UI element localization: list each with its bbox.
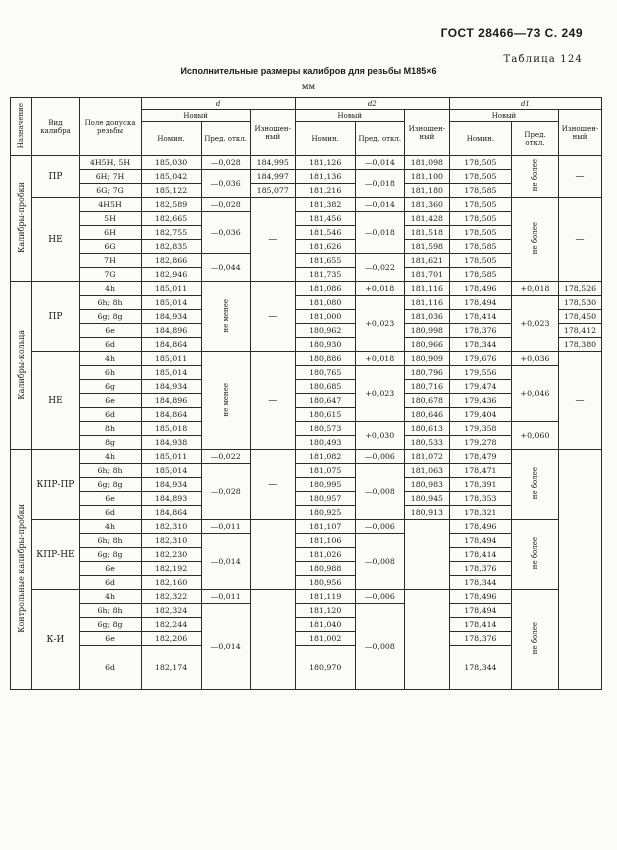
d2-new-header: Новый [295,110,404,122]
d2-pred-header: Пред. откл. [355,122,404,156]
group-control: Контрольные калибры-пробки [11,450,32,690]
table-row: 6h; 8h 182,310 —0,014 181,106 —0,008 178,494 [11,534,602,548]
type-ne: НЕ [32,198,79,282]
type-pr: ПР [32,156,79,198]
table-row: Калибры-кольца ПР 4h 185,011 не менее — 181,086 +0,018 181,116 178,496 +0,018 178,526 [11,282,602,296]
type-kpr-ne: КПР-НЕ [32,520,79,590]
d-header: d [141,98,295,110]
table-row: 6e 182,192 180,988 178,376 [11,562,602,576]
table-row: 6G; 7G 185,122 185,077 181,216 181,180 178,585 [11,184,602,198]
calibers-table [10,97,602,690]
table-row: 6g 184,934 180,685 180,716 179,474 [11,380,602,394]
table-title: Исполнительные размеры калибров для резьбы М185×6 [180,66,437,76]
table-row: 6e 182,206 181,002 178,376 [11,632,602,646]
type-ki: К-И [32,590,79,690]
d-worn-header: Изношен-ный [250,110,295,156]
table-row: 6G 182,835 181,626 181,598 178,585 [11,240,602,254]
table-row: 8g 184,938 180,493 180,533 179,278 [11,436,602,450]
d1-nom-header: Номин. [449,122,511,156]
table-row: 6d 182,160 180,956 178,344 [11,576,602,590]
table-row: 7H 182,866 —0,044 181,655 —0,022 181,621 178,505 [11,254,602,268]
ne-bolee-label: не более [511,156,558,198]
d1-pred-header: Пред. откл. [511,122,558,156]
table-row: К-И 4h 182,322 —0,011 181,119 —0,006 178,496 не более [11,590,602,604]
d-nom-header: Номин. [141,122,201,156]
type-kpr-pr: КПР-ПР [32,450,79,520]
table-row: 6g; 8g 184,934 180,995 180,983 178,391 [11,478,602,492]
table-row: 7G 182,946 181,735 181,701 178,585 [11,268,602,282]
group-plugs: Калибры-пробки [11,156,32,282]
table-row: НЕ 4h 185,011 не менее — 180,886 +0,018 180,909 179,676 +0,036 — [11,352,602,366]
d1-worn-header: Изношен-ный [559,110,602,156]
table-label: Таблица 124 [503,54,583,65]
table-row: 6g; 8g 184,934 181,000 181,036 178,414 178,450 [11,310,602,324]
d-new-header: Новый [141,110,250,122]
tolerance-header: Поле допуска резьбы [79,98,141,156]
table-row: 6h; 8h 185,014 —0,028 181,075 —0,008 181,063 178,471 [11,464,602,478]
table-row: 6H 182,755 181,546 181,518 178,505 [11,226,602,240]
table-row: 6d 184,864 180,615 180,646 179,404 [11,408,602,422]
units-label: мм [301,82,316,92]
table-row: КПР-НЕ 4h 182,310 —0,011 181,107 —0,006 178,496 не более [11,520,602,534]
d1-header: d1 [449,98,601,110]
table-row: 6d 184,864 180,930 180,966 178,344 178,380 [11,338,602,352]
d2-header: d2 [295,98,449,110]
type-ring-ne: НЕ [32,352,79,450]
table-row: 6d 184,864 180,925 180,913 178,321 [11,506,602,520]
table-row: 6g; 8g 182,230 181,026 178,414 [11,548,602,562]
table-row: НЕ 4H5H 182,589 —0,028 — 181,382 —0,014 181,360 178,505 не более — [11,198,602,212]
table-row: Контрольные калибры-пробки КПР-ПР 4h 185,011 —0,022 — 181,082 —0,006 181,072 178,479 не более [11,450,602,464]
table-row: 6d 182,174 180,970 178,344 [11,646,602,690]
table-row: 6h; 8h 182,324 —0,014 181,120 —0,008 178,494 [11,604,602,618]
table-row: Калибры-пробки ПР 4H5H, 5H 185,030 —0,028 184,995 181,126 —0,014 181,098 178,505 не более — [11,156,602,170]
group-rings: Калибры-кольца [11,282,32,450]
type-header: Вид калибра [32,98,79,156]
table-row: 6h 185,014 180,765 +0,023 180,796 179,556 +0,046 [11,366,602,380]
purpose-header: Назначение [11,98,32,156]
table-row: 8h 185,018 180,573 +0,030 180,613 179,358 +0,060 [11,422,602,436]
table-row: 6e 184,896 180,962 180,998 178,376 178,412 [11,324,602,338]
table-row: 6g; 8g 182,244 181,040 178,414 [11,618,602,632]
table-row: 6H; 7H 185,042 —0,036 184,997 181,136 —0,018 181,100 178,505 [11,170,602,184]
d-pred-header: Пред. откл. [201,122,250,156]
table-row: 5H 182,665 —0,036 181,456 —0,018 181,428 178,505 [11,212,602,226]
d1-new-header: Новый [449,110,558,122]
d2-nom-header: Номин. [295,122,355,156]
table-row: 6e 184,893 180,957 180,945 178,353 [11,492,602,506]
gost-header: ГОСТ 28466—73 С. 249 [440,26,583,40]
table-row: 6e 184,896 180,647 180,678 179,436 [11,394,602,408]
type-ring-pr: ПР [32,282,79,352]
table-row: 6h; 8h 185,014 181,080 +0,023 181,116 178,494 +0,023 178,530 [11,296,602,310]
d2-worn-header: Изношен-ный [404,110,449,156]
